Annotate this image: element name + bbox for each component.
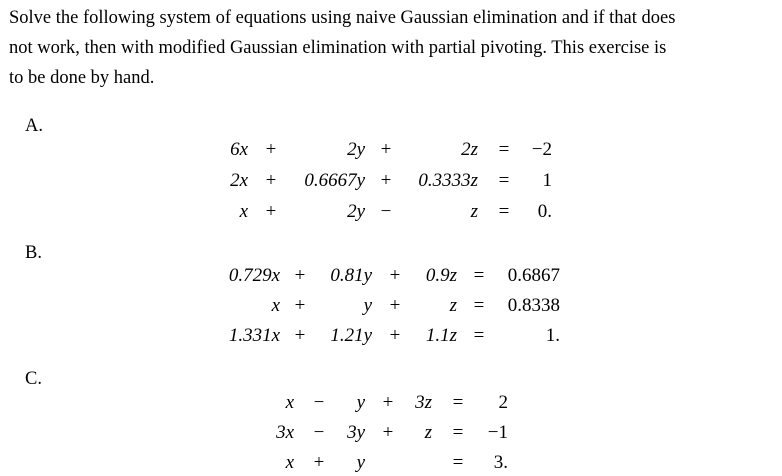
term-x: x <box>239 201 248 222</box>
term-y: 3y <box>347 422 365 443</box>
equals-sign: = <box>498 201 510 222</box>
term-z: 1.1z <box>425 325 457 346</box>
operator: + <box>382 392 394 413</box>
term-x: 0.729x <box>228 265 280 286</box>
term-x: x <box>285 392 294 413</box>
term-z: z <box>424 422 432 443</box>
term-z: 3z <box>415 392 432 413</box>
operator: + <box>382 422 394 443</box>
term-x: 3x <box>276 422 294 443</box>
right-hand-side: 3. <box>493 452 508 473</box>
term-x: x <box>285 452 294 473</box>
operator: − <box>313 422 325 443</box>
equals-sign: = <box>452 422 464 443</box>
term-x: 6x <box>230 139 248 160</box>
right-hand-side: 1. <box>545 325 560 346</box>
operator: + <box>265 201 277 222</box>
term-y: 1.21y <box>330 325 372 346</box>
equals-sign: = <box>498 139 510 160</box>
term-y: 0.81y <box>330 265 372 286</box>
term-x: 1.331x <box>228 325 280 346</box>
equals-sign: = <box>498 170 510 191</box>
term-z: z <box>449 295 457 316</box>
operator: + <box>389 325 401 346</box>
operator: + <box>294 325 306 346</box>
operator: − <box>380 201 392 222</box>
part-a-label: A. <box>25 116 43 136</box>
operator: + <box>294 295 306 316</box>
term-z: 2z <box>461 139 478 160</box>
operator: + <box>389 295 401 316</box>
right-hand-side: 0.8338 <box>507 295 560 316</box>
part-c-label: C. <box>25 369 42 389</box>
equals-sign: = <box>473 295 485 316</box>
right-hand-side: 0. <box>537 201 552 222</box>
equals-sign: = <box>473 265 485 286</box>
operator: + <box>380 170 392 191</box>
operator: − <box>313 392 325 413</box>
equals-sign: = <box>452 392 464 413</box>
operator: + <box>265 170 277 191</box>
term-y: y <box>356 452 365 473</box>
operator: + <box>265 139 277 160</box>
right-hand-side: −2 <box>531 139 552 160</box>
operator: + <box>389 265 401 286</box>
equals-sign: = <box>473 325 485 346</box>
term-z: 0.9z <box>425 265 457 286</box>
term-z: 0.3333z <box>418 170 478 191</box>
operator: + <box>313 452 325 473</box>
term-x: 2x <box>230 170 248 191</box>
right-hand-side: −1 <box>487 422 508 443</box>
term-y: y <box>363 295 372 316</box>
problem-statement-line: not work, then with modified Gaussian elimination with partial pivoting. This exercise is <box>9 38 667 58</box>
term-z: z <box>470 201 478 222</box>
equals-sign: = <box>452 452 464 473</box>
part-b-label: B. <box>25 243 42 263</box>
problem-statement-line: Solve the following system of equations using naive Gaussian elimination and if that does <box>9 8 676 28</box>
problem-statement <box>9 3 774 93</box>
right-hand-side: 1 <box>542 170 552 191</box>
right-hand-side: 0.6867 <box>507 265 560 286</box>
term-y: y <box>356 392 365 413</box>
operator: + <box>294 265 306 286</box>
problem-statement-line: to be done by hand. <box>9 68 155 88</box>
term-y: 2y <box>347 201 365 222</box>
term-y: 0.6667y <box>304 170 365 191</box>
term-x: x <box>271 295 280 316</box>
right-hand-side: 2 <box>498 392 508 413</box>
term-y: 2y <box>347 139 365 160</box>
operator: + <box>380 139 392 160</box>
